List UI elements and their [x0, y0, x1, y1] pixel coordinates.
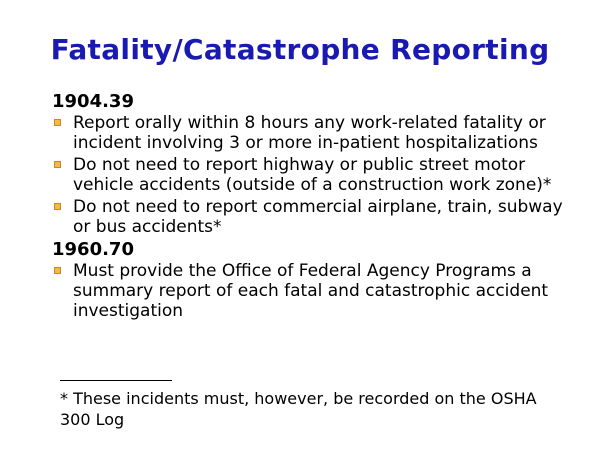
- list-item: [52, 197, 582, 237]
- slide-content: [52, 91, 582, 323]
- bullet-text: Do not need to report commercial airplane, train, subway or bus accidents*: [73, 197, 563, 237]
- slide-title: Fatality/Catastrophe Reporting: [50, 33, 550, 66]
- bullet-text: Do not need to report highway or public street motor vehicle accidents (outside of a construction work zone)*: [73, 155, 552, 195]
- footnote: * These incidents must, however, be recorded on the OSHA 300 Log: [60, 389, 537, 429]
- bullet-text: Must provide the Office of Federal Agency Programs a summary report of each fatal and catastrophic accident investigation: [73, 261, 549, 321]
- list-item: [52, 155, 582, 195]
- bullet-text: Report orally within 8 hours any work-related fatality or incident involving 3 or more in-patient hospitalizations: [73, 113, 546, 153]
- bullet-list-1960-70: [52, 261, 582, 321]
- square-bullet-icon: [54, 203, 61, 210]
- square-bullet-icon: [54, 119, 61, 126]
- section-heading-1960-70: 1960.70: [52, 239, 134, 260]
- list-item: [52, 261, 582, 321]
- square-bullet-icon: [54, 161, 61, 168]
- footnote-divider: [60, 380, 172, 381]
- section-heading-1904-39: 1904.39: [52, 91, 134, 112]
- square-bullet-icon: [54, 267, 61, 274]
- list-item: [52, 113, 582, 153]
- bullet-list-1904-39: [52, 113, 582, 237]
